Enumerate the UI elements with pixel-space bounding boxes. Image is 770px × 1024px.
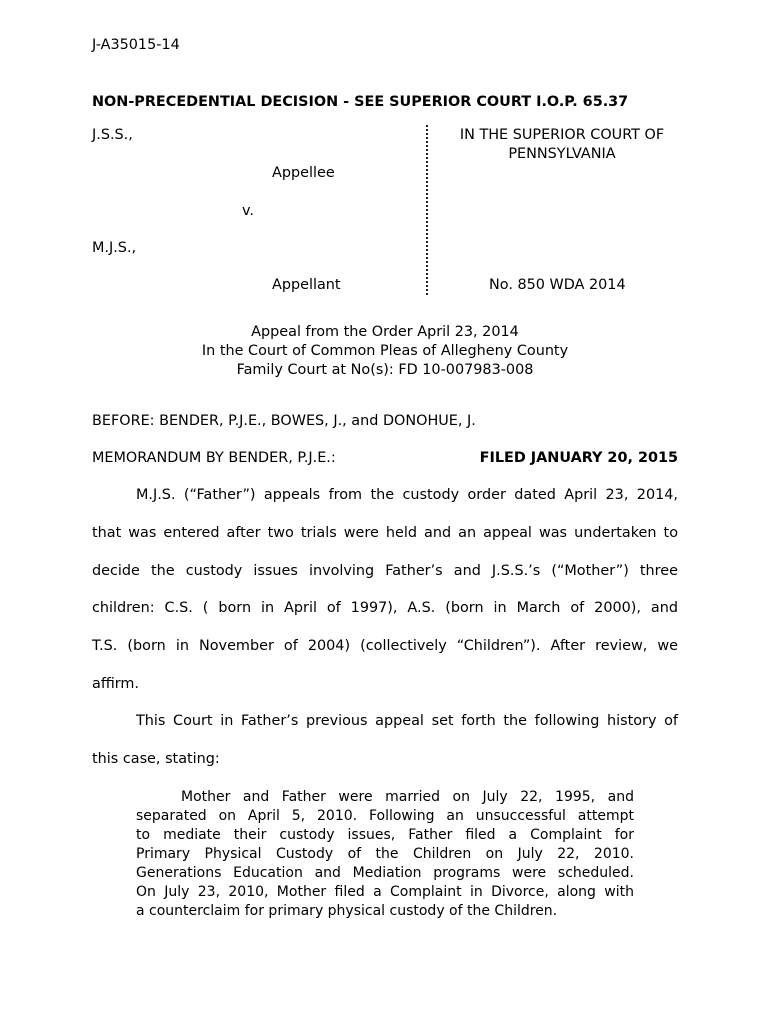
paragraph-line: This Court in Father’s previous appeal set forth the following history of: [136, 713, 678, 729]
docket-number: J-A35015-14: [92, 37, 180, 53]
quote-line: On July 23, 2010, Mother filed a Complaint in Divorce, along with: [136, 884, 634, 900]
appeal-line-1: Appeal from the Order April 23, 2014: [251, 324, 519, 340]
filed-date: FILED JANUARY 20, 2015: [479, 450, 678, 466]
court-name-line1: IN THE SUPERIOR COURT OF: [459, 127, 665, 143]
versus: v.: [242, 203, 254, 219]
party-appellee-name: J.S.S.,: [92, 127, 133, 143]
paragraph-line: affirm.: [92, 676, 139, 692]
party-appellant-name: M.J.S.,: [92, 240, 137, 256]
party-appellant-role: Appellant: [272, 277, 341, 293]
paragraph-line: decide the custody issues involving Father’s and J.S.S.’s (“Mother”) three: [92, 563, 678, 579]
quote-line: a counterclaim for primary physical custody of the Children.: [136, 903, 558, 919]
appeal-line-3: Family Court at No(s): FD 10-007983-008: [236, 362, 534, 378]
paragraph-line: T.S. (born in November of 2004) (collectively “Children”). After review, we: [92, 638, 678, 654]
quote-line: Primary Physical Custody of the Children on July 22, 2010.: [136, 846, 634, 862]
court-name-line2: PENNSYLVANIA: [508, 146, 616, 162]
quote-line: separated on April 5, 2010. Following an unsuccessful attempt: [136, 808, 634, 824]
paragraph-line: M.J.S. (“Father”) appeals from the custody order dated April 23, 2014,: [136, 487, 678, 503]
panel-before: BEFORE: BENDER, P.J.E., BOWES, J., and DONOHUE, J.: [92, 413, 476, 429]
quote-line: to mediate their custody issues, Father filed a Complaint for: [136, 827, 634, 843]
paragraph-line: children: C.S. ( born in April of 1997), A.S. (born in March of 2000), and: [92, 600, 678, 616]
memorandum-author: MEMORANDUM BY BENDER, P.J.E.:: [92, 450, 336, 466]
party-appellee-role: Appellee: [272, 165, 335, 181]
paragraph-line: this case, stating:: [92, 751, 220, 767]
quote-line: Mother and Father were married on July 22, 1995, and: [181, 789, 634, 805]
appeal-line-2: In the Court of Common Pleas of Allegheny County: [201, 343, 569, 359]
paragraph-line: that was entered after two trials were held and an appeal was undertaken to: [92, 525, 678, 541]
caption-divider: [426, 125, 428, 295]
case-number: No. 850 WDA 2014: [489, 277, 626, 293]
decision-header: NON-PRECEDENTIAL DECISION - SEE SUPERIOR COURT I.O.P. 65.37: [92, 94, 629, 110]
quote-line: Generations Education and Mediation programs were scheduled.: [136, 865, 634, 881]
